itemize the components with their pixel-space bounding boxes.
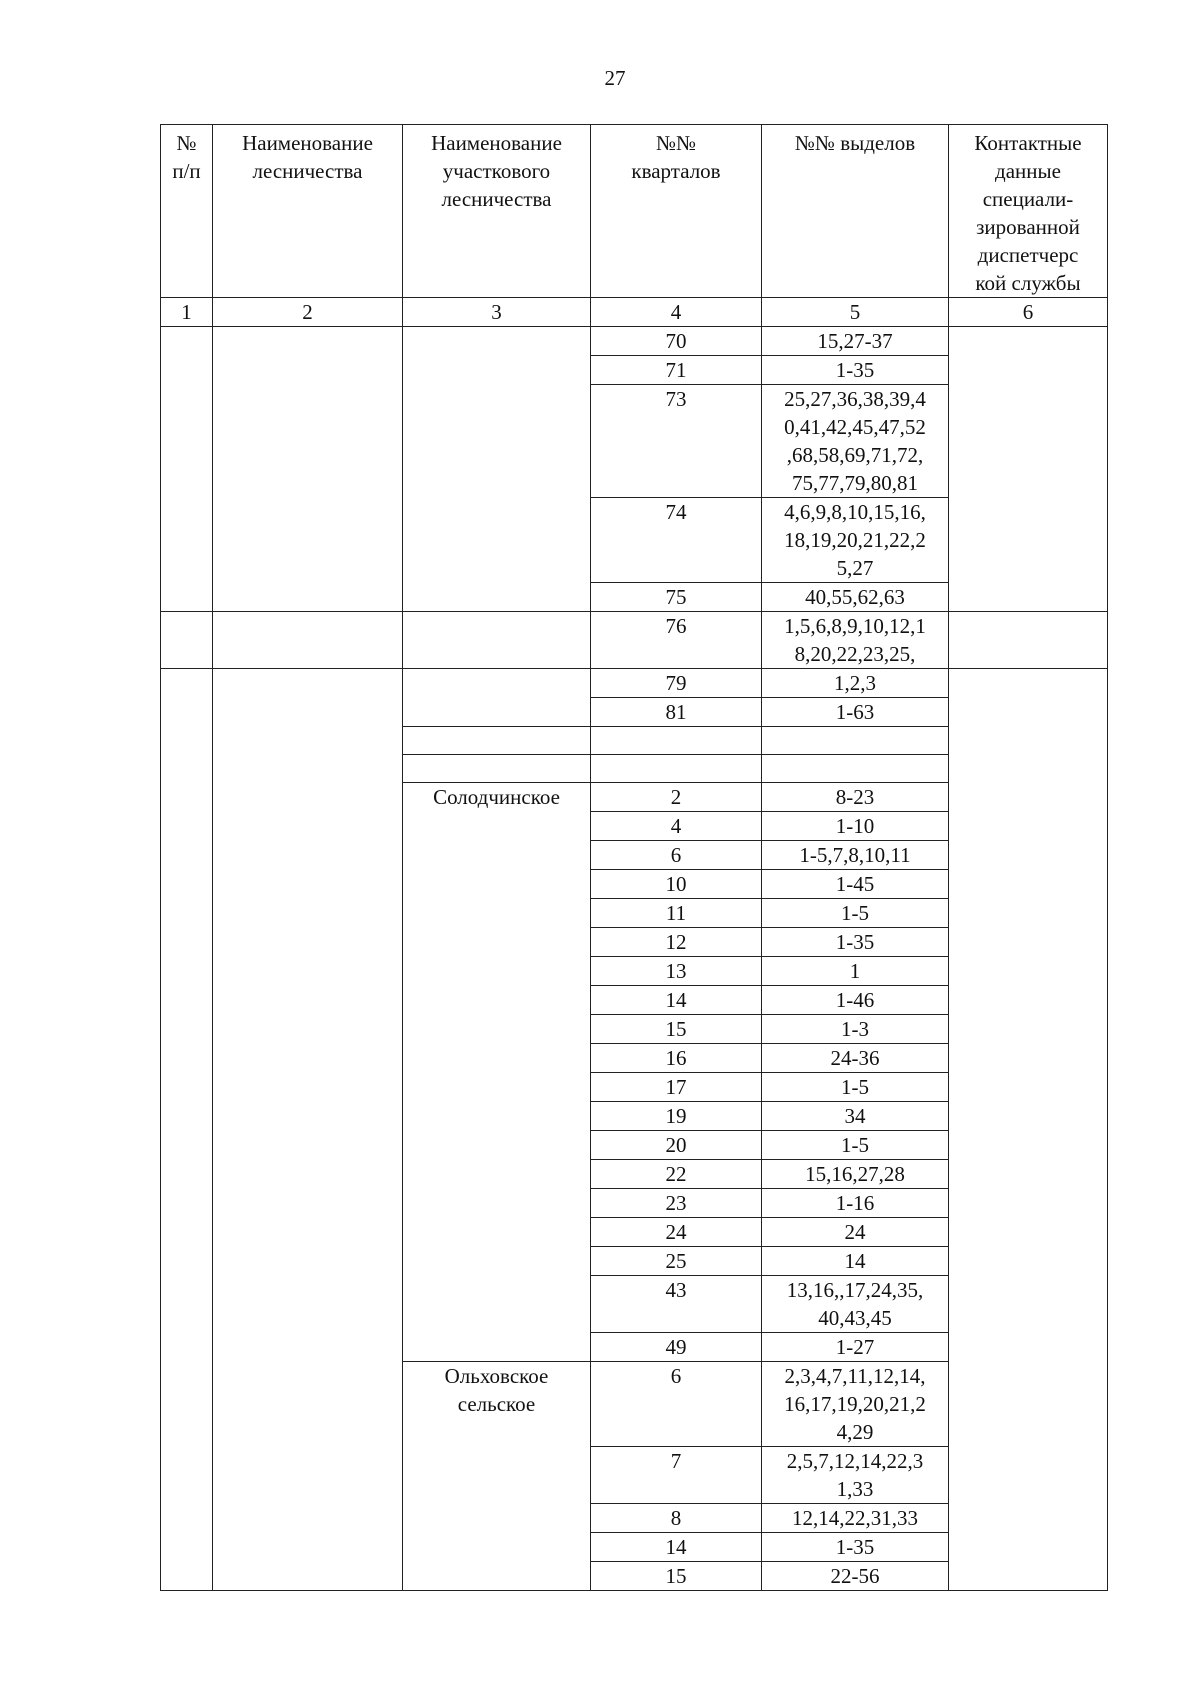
kvartal-cell: 15 (591, 1562, 762, 1591)
contact-cell (949, 327, 1108, 612)
header-cell: № п/п (161, 125, 213, 298)
column-number: 4 (591, 298, 762, 327)
district-cell (403, 612, 591, 669)
header-cell: №№ кварталов (591, 125, 762, 298)
column-number: 3 (403, 298, 591, 327)
contact-cell (949, 669, 1108, 1591)
vydely-cell: 1-3 (762, 1015, 949, 1044)
forestry-cell (213, 612, 403, 669)
kvartal-cell: 74 (591, 498, 762, 583)
vydely-cell: 40,55,62,63 (762, 583, 949, 612)
kvartal-cell: 73 (591, 385, 762, 498)
kvartal-cell: 12 (591, 928, 762, 957)
forestry-cell (213, 669, 403, 1591)
kvartal-cell (591, 727, 762, 755)
table-header (161, 125, 1108, 327)
kvartal-cell: 2 (591, 783, 762, 812)
vydely-cell: 2,5,7,12,14,22,3 1,33 (762, 1447, 949, 1504)
vydely-cell: 1-5 (762, 1131, 949, 1160)
kvartal-cell: 11 (591, 899, 762, 928)
kvartal-cell: 79 (591, 669, 762, 698)
kvartal-cell: 15 (591, 1015, 762, 1044)
vydely-cell: 22-56 (762, 1562, 949, 1591)
kvartal-cell: 10 (591, 870, 762, 899)
kvartal-cell: 22 (591, 1160, 762, 1189)
kvartal-cell: 25 (591, 1247, 762, 1276)
vydely-cell: 1-35 (762, 356, 949, 385)
kvartal-cell: 7 (591, 1447, 762, 1504)
district-cell (403, 327, 591, 612)
vydely-cell: 1-35 (762, 1533, 949, 1562)
column-number: 5 (762, 298, 949, 327)
kvartal-cell: 4 (591, 812, 762, 841)
kvartal-cell: 76 (591, 612, 762, 669)
vydely-cell: 1-63 (762, 698, 949, 727)
vydely-cell: 1-35 (762, 928, 949, 957)
vydely-cell: 13,16,,17,24,35, 40,43,45 (762, 1276, 949, 1333)
vydely-cell: 15,27-37 (762, 327, 949, 356)
vydely-cell: 2,3,4,7,11,12,14, 16,17,19,20,21,2 4,29 (762, 1362, 949, 1447)
kvartal-cell: 13 (591, 957, 762, 986)
kvartal-cell: 49 (591, 1333, 762, 1362)
header-cell: №№ выделов (762, 125, 949, 298)
vydely-cell: 15,16,27,28 (762, 1160, 949, 1189)
vydely-cell: 34 (762, 1102, 949, 1131)
district-cell (403, 669, 591, 727)
kvartal-cell (591, 755, 762, 783)
vydely-cell: 1-10 (762, 812, 949, 841)
kvartal-cell: 75 (591, 583, 762, 612)
header-cell: Контактные данные специали- зированной диспетчерс кой службы (949, 125, 1108, 298)
vydely-cell: 1-5 (762, 899, 949, 928)
kvartal-cell: 14 (591, 1533, 762, 1562)
kvartal-cell: 24 (591, 1218, 762, 1247)
district-name-olkhovskoe: Ольховское сельское (403, 1362, 591, 1591)
vydely-cell: 1-5,7,8,10,11 (762, 841, 949, 870)
number-cell (161, 327, 213, 612)
district-cell (403, 727, 591, 755)
vydely-cell: 4,6,9,8,10,15,16, 18,19,20,21,22,2 5,27 (762, 498, 949, 583)
kvartal-cell: 14 (591, 986, 762, 1015)
page-number: 27 (604, 66, 626, 90)
kvartal-cell: 81 (591, 698, 762, 727)
forestry-cell (213, 327, 403, 612)
vydely-cell: 1 (762, 957, 949, 986)
table-row (161, 669, 1108, 698)
kvartal-cell: 6 (591, 1362, 762, 1447)
vydely-cell: 1-27 (762, 1333, 949, 1362)
vydely-cell: 8-23 (762, 783, 949, 812)
vydely-cell: 1-46 (762, 986, 949, 1015)
vydely-cell: 14 (762, 1247, 949, 1276)
header-cell: Наименование участкового лесничества (403, 125, 591, 298)
table-row (161, 612, 1108, 669)
vydely-cell: 1,5,6,8,9,10,12,1 8,20,22,23,25, (762, 612, 949, 669)
vydely-cell: 25,27,36,38,39,4 0,41,42,45,47,52 ,68,58,69,71,72, 75,77,79,80,81 (762, 385, 949, 498)
vydely-cell: 24-36 (762, 1044, 949, 1073)
vydely-cell: 24 (762, 1218, 949, 1247)
vydely-cell (762, 727, 949, 755)
kvartal-cell: 71 (591, 356, 762, 385)
kvartal-cell: 70 (591, 327, 762, 356)
kvartal-cell: 20 (591, 1131, 762, 1160)
table-body (161, 327, 1108, 1591)
kvartal-cell: 43 (591, 1276, 762, 1333)
vydely-cell: 1-16 (762, 1189, 949, 1218)
header-cell: Наименование лесничества (213, 125, 403, 298)
column-number-row (161, 298, 1108, 327)
kvartal-cell: 19 (591, 1102, 762, 1131)
vydely-cell: 1,2,3 (762, 669, 949, 698)
vydely-cell (762, 755, 949, 783)
vydely-cell: 12,14,22,31,33 (762, 1504, 949, 1533)
district-cell (403, 755, 591, 783)
number-cell (161, 669, 213, 1591)
district-name-solodchinskoe: Солодчинское (403, 783, 591, 1362)
column-number: 1 (161, 298, 213, 327)
kvartal-cell: 23 (591, 1189, 762, 1218)
table-row (161, 327, 1108, 356)
column-number: 6 (949, 298, 1108, 327)
kvartal-cell: 16 (591, 1044, 762, 1073)
vydely-cell: 1-5 (762, 1073, 949, 1102)
column-number: 2 (213, 298, 403, 327)
kvartal-cell: 17 (591, 1073, 762, 1102)
number-cell (161, 612, 213, 669)
kvartal-cell: 6 (591, 841, 762, 870)
vydely-cell: 1-45 (762, 870, 949, 899)
forestry-table (160, 124, 1108, 1591)
contact-cell (949, 612, 1108, 669)
kvartal-cell: 8 (591, 1504, 762, 1533)
